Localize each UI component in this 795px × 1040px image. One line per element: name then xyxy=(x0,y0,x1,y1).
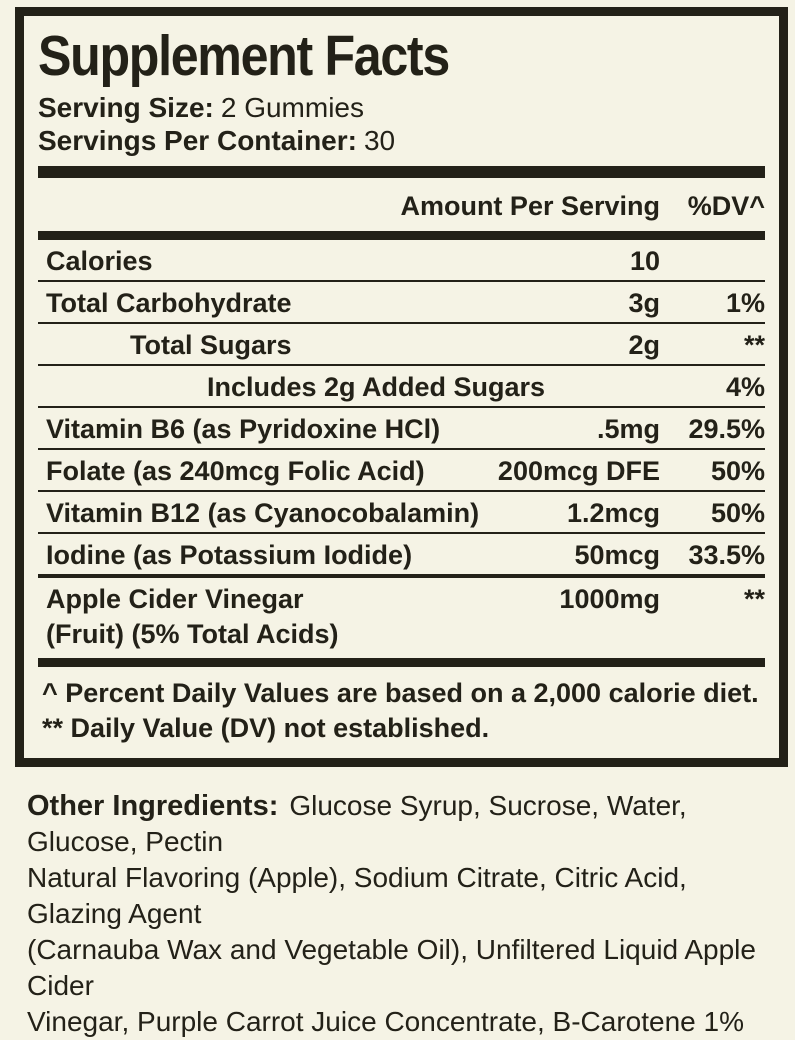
serving-size-value: 2 Gummies xyxy=(220,92,364,124)
thick-divider-header xyxy=(38,231,765,240)
supplement-facts-panel xyxy=(15,7,788,767)
ingredients-line-3: (Carnauba Wax and Vegetable Oil), Unfiltered Liquid Apple Cider xyxy=(27,934,756,1002)
ingredients-line-4: Vinegar, Purple Carrot Juice Concentrate, B-Carotene 1% xyxy=(27,1006,744,1038)
nutrient-dv: ** xyxy=(743,584,765,615)
table-row-calories xyxy=(38,240,765,282)
footnotes xyxy=(38,667,765,758)
nutrient-amount: 10 xyxy=(629,246,660,277)
nutrient-amount: .5mg xyxy=(596,414,660,445)
nutrient-amount: 50mcg xyxy=(574,540,660,571)
table-row-added-sugars xyxy=(38,366,765,408)
nutrient-name: Vitamin B6 (as Pyridoxine HCl) xyxy=(46,414,441,445)
serving-size-label: Serving Size: xyxy=(38,92,214,124)
nutrient-name-line2: (Fruit) (5% Total Acids) xyxy=(46,619,339,650)
nutrient-amount: 200mcg DFE xyxy=(497,456,660,487)
table-row-vitamin-b6 xyxy=(38,408,765,450)
nutrient-name: Includes 2g Added Sugars xyxy=(207,372,546,403)
dv-header: %DV^ xyxy=(687,191,765,222)
thick-divider-footnotes xyxy=(38,658,765,667)
nutrient-dv: 29.5% xyxy=(688,414,765,445)
other-ingredients-heading: Other Ingredients: xyxy=(27,790,279,823)
table-row-folate xyxy=(38,450,765,492)
table-row-iodine xyxy=(38,534,765,578)
footnote-dv-not-established: ** Daily Value (DV) not established. xyxy=(42,713,490,744)
nutrient-amount: 1.2mcg xyxy=(566,498,660,529)
other-ingredients-section xyxy=(27,788,777,1040)
footnote-percent-dv: ^ Percent Daily Values are based on a 2,000 calorie diet. xyxy=(42,678,759,709)
ingredients-line-1 xyxy=(27,788,777,860)
ingredients-line-2: Natural Flavoring (Apple), Sodium Citrate, Citric Acid, Glazing Agent xyxy=(27,862,687,930)
nutrient-amount: 2g xyxy=(628,330,660,361)
nutrient-amount: 3g xyxy=(628,288,660,319)
nutrient-dv: 1% xyxy=(725,288,765,319)
table-row-apple-cider-vinegar xyxy=(38,578,765,658)
nutrient-dv: 50% xyxy=(710,498,765,529)
amount-per-serving-header: Amount Per Serving xyxy=(400,191,660,222)
serving-size-line xyxy=(38,91,765,124)
servings-per-container-line xyxy=(38,124,765,157)
nutrient-dv: ** xyxy=(743,330,765,361)
table-row-total-carbohydrate xyxy=(38,282,765,324)
servings-per-container-value: 30 xyxy=(363,125,396,157)
nutrient-name: Folate (as 240mcg Folic Acid) xyxy=(46,456,425,487)
table-row-vitamin-b12 xyxy=(38,492,765,534)
ingredients-text-1: Glucose Syrup, Sucrose, Water, Glucose, Pectin xyxy=(27,790,687,858)
nutrient-dv: 4% xyxy=(725,372,765,403)
nutrient-name: Calories xyxy=(46,246,153,277)
nutrient-name: Total Carbohydrate xyxy=(46,288,292,319)
nutrient-name: Apple Cider Vinegar xyxy=(46,584,304,615)
thick-divider-top xyxy=(38,166,765,178)
table-row-total-sugars xyxy=(38,324,765,366)
nutrient-amount: 1000mg xyxy=(559,584,660,615)
nutrient-dv: 33.5% xyxy=(688,540,765,571)
nutrient-name: Iodine (as Potassium Iodide) xyxy=(46,540,413,571)
nutrient-dv: 50% xyxy=(710,456,765,487)
facts-title: Supplement Facts xyxy=(38,24,449,88)
table-header-row xyxy=(38,178,765,231)
nutrient-name: Vitamin B12 (as Cyanocobalamin) xyxy=(46,498,480,529)
servings-per-container-label: Servings Per Container: xyxy=(38,125,357,157)
nutrient-name: Total Sugars xyxy=(130,330,292,361)
